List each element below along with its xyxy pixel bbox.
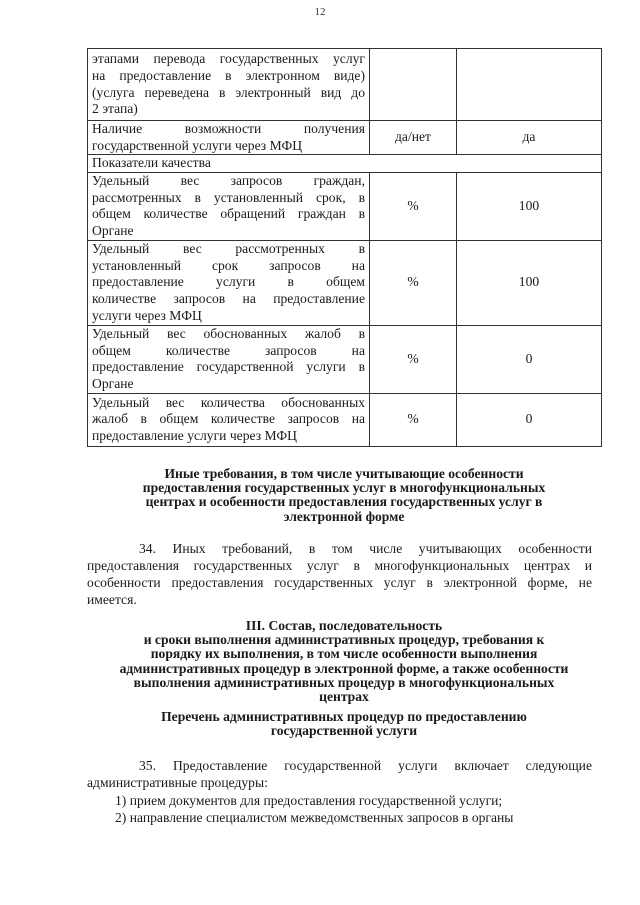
cell-line: Органе [92, 222, 134, 238]
cell-line: жалоб в общем количестве запросов на [92, 411, 365, 427]
table-row [88, 155, 602, 173]
heading-line: Перечень административных процедур по предоставлению [161, 709, 527, 724]
indicator-name-cell [88, 49, 370, 121]
table-row [88, 393, 602, 446]
value-cell [457, 49, 602, 121]
list-item-1: 1) прием документов для предоставления государственной услуги; [115, 793, 503, 808]
table-row [88, 172, 602, 240]
paragraph-34: 34. Иных требований, в том числе учитывающих особенности предоставления государственных услуг в многофункциональных центрах и особенности предоставления государственных услуг в электронной форме, не имеется. [87, 541, 592, 607]
indicator-name-cell [88, 172, 370, 240]
heading-line: порядку их выполнения, в том числе особенности выполнения [150, 646, 538, 662]
cell-line: общем количестве запросов на [92, 342, 365, 358]
unit-cell: % [370, 325, 457, 393]
unit-cell: % [370, 240, 457, 325]
cell-line: установленный срок запросов на [92, 257, 365, 273]
cell-line: этапами перевода государственных услуг [92, 51, 365, 67]
cell-line: количестве запросов на предоставление [92, 291, 365, 307]
cell-line: предоставление государственной услуги в [92, 359, 365, 375]
unit-cell [370, 49, 457, 121]
heading-line: предоставления государственных услуг в многофункциональных [142, 480, 546, 496]
unit-cell: % [370, 393, 457, 446]
heading-procedures-list [87, 710, 601, 738]
table-row [88, 325, 602, 393]
cell-line: (услуга переведена в электронный вид до [92, 84, 365, 100]
list-item-2: 2) направление специалистом межведомственных запросов в органы [115, 810, 514, 825]
cell-line: 2 этапа) [92, 101, 138, 117]
table-row [88, 49, 602, 121]
heading-line: выполнения административных процедур в многофункциональных [133, 674, 555, 690]
heading-line: и сроки выполнения административных процедур, требования к [143, 632, 545, 648]
cell-line: Удельный вес запросов граждан, [92, 173, 365, 189]
heading-section-3 [87, 619, 601, 704]
cell-line: предоставление услуги через МФЦ [92, 428, 297, 444]
indicator-name-cell [88, 121, 370, 155]
heading-line: центрах [319, 689, 369, 705]
page-number: 12 [314, 6, 326, 18]
heading-line: административных процедур в электронной форме, а также особенности [119, 660, 569, 676]
cell-line: Наличие возможности получения [92, 121, 365, 136]
value-cell: 100 [457, 240, 602, 325]
unit-cell: % [370, 172, 457, 240]
section-header-cell: Показатели качества [88, 155, 602, 173]
indicators-table [87, 48, 602, 447]
cell-line: государственной услуги через МФЦ [92, 137, 303, 153]
heading-line: III. Состав, последовательность [245, 618, 443, 633]
cell-line: на предоставление в электронном виде) [92, 67, 365, 83]
value-cell: да [457, 121, 602, 155]
heading-line: центрах и особенности предоставления государственных услуг в [145, 494, 543, 510]
cell-line: Удельный вес количества обоснованных [92, 394, 365, 410]
heading-line: государственной услуги [270, 723, 418, 739]
unit-cell: да/нет [370, 121, 457, 155]
cell-line: рассмотренных в установленный срок, в [92, 189, 365, 205]
cell-line: Органе [92, 375, 134, 391]
paragraph-35: 35. Предоставление государственной услуги включает следующие административные процедуры: [87, 758, 592, 790]
table-row [88, 240, 602, 325]
cell-line: Удельный вес рассмотренных в [92, 241, 365, 257]
cell-line: общем количестве обращений граждан в [92, 206, 365, 222]
value-cell: 0 [457, 325, 602, 393]
cell-line: Удельный вес обоснованных жалоб в [92, 326, 365, 342]
value-cell: 100 [457, 172, 602, 240]
heading-line: Иные требования, в том числе учитывающие особенности [164, 466, 524, 481]
indicator-name-cell [88, 393, 370, 446]
indicator-name-cell [88, 240, 370, 325]
table-row [88, 121, 602, 155]
heading-line: электронной форме [283, 508, 405, 524]
heading-other-requirements [87, 467, 601, 524]
cell-line: предоставление услуги в общем [92, 274, 365, 290]
indicator-name-cell [88, 325, 370, 393]
value-cell: 0 [457, 393, 602, 446]
cell-line: услуги через МФЦ [92, 307, 202, 323]
